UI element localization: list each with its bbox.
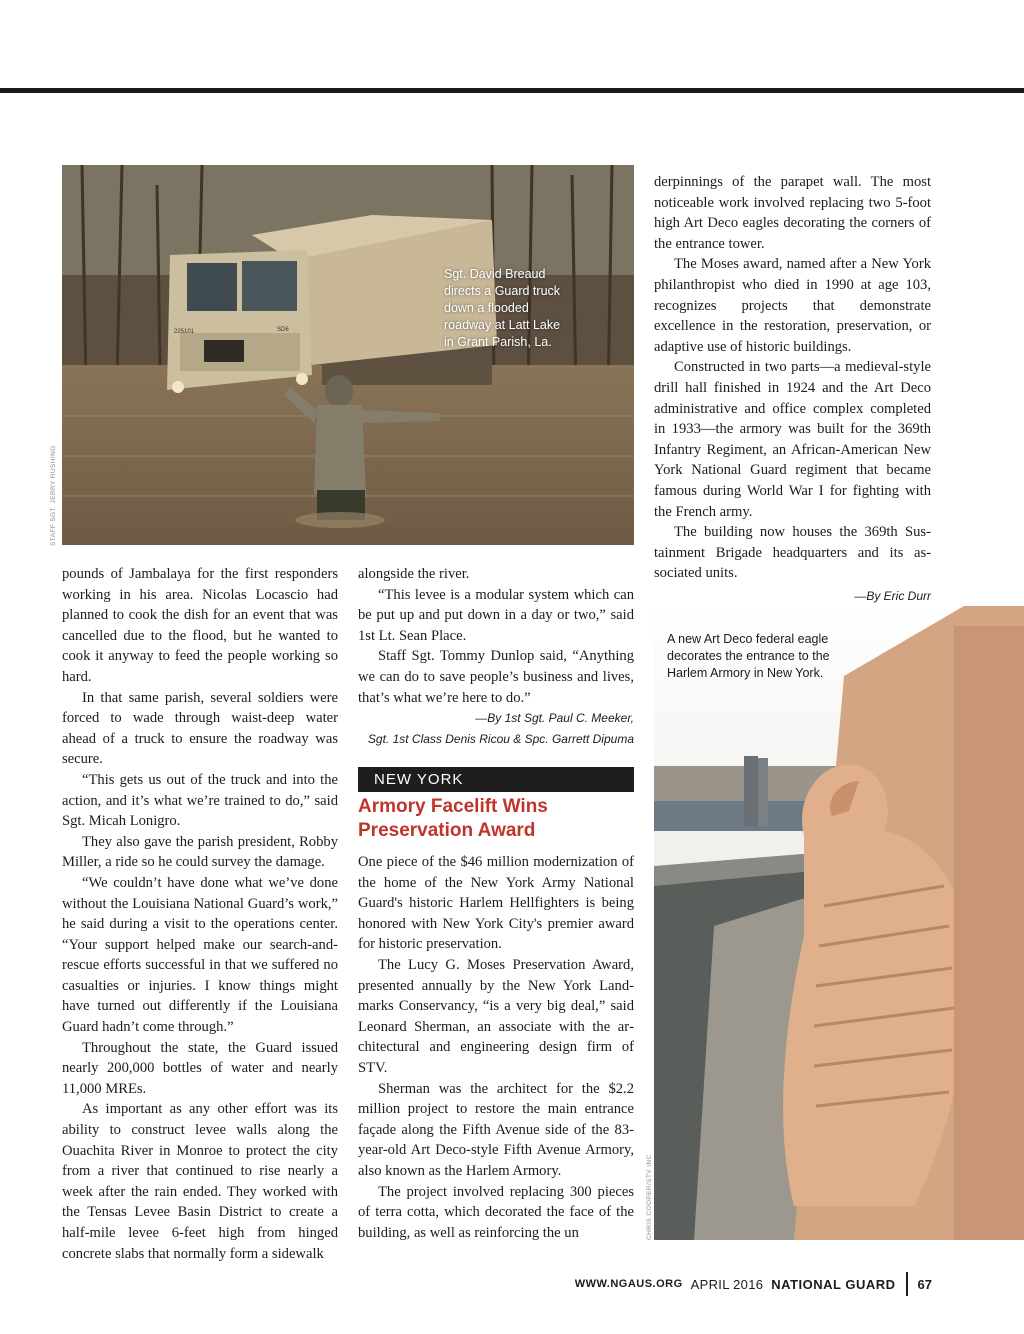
footer-divider: [906, 1272, 908, 1296]
eagle-photo: [654, 606, 1024, 1240]
paragraph: In that same parish, several soldiers were forced to wade through waist-deep water ahead of a truck to ensure the roadway was secure.: [62, 689, 338, 768]
paragraph: The Lucy G. Moses Preservation Award, presented annually by the New York Landmarks Conservancy, “is a very big deal,” said Leonard Sherman, an associate with the architectural and engineering design firm of STV.: [358, 956, 634, 1076]
paragraph: derpinnings of the parapet wall. The most noticeable work involved replacing two 5-foot high Art Deco eagles decorating the corners of the entrance tower.: [654, 174, 931, 252]
paragraph: “We couldn’t have done what we’ve done without the Louisiana National Guard’s work,” he said during a visit to the operations center. “Your support helped make our search-and-rescue efforts successful in that we suffered no casualties or injuries. I know things might have turned out differently if the Louisiana Guard hadn’t come through.”: [62, 874, 338, 1036]
flood-truck-photo: [62, 165, 634, 545]
footer-magazine: NATIONAL GUARD: [771, 1276, 896, 1292]
paragraph: One piece of the $46 million modernization of the home of the New York Army National Guard's historic Harlem Hellfighters is being honored with New York City's premier award for historic preservation.: [358, 854, 634, 953]
paragraph: pounds of Jambalaya for the first responders working in his area. Nicolas Locascio had planned to cook the dish for an event that was cancelled due to the flood, but he wanted to cook it anyway to feed the people working so hard.: [62, 566, 338, 685]
page-number: 67: [917, 1276, 932, 1292]
truck-bumper-id: 225101: [174, 329, 195, 335]
page-footer: [575, 1274, 932, 1294]
footer-issue: APRIL 2016: [690, 1276, 764, 1292]
column-2-top: [358, 564, 634, 749]
section-label: NEW YORK: [374, 771, 464, 788]
eagle-photo-credit: CHRIS COOPER/STV INC: [646, 1154, 653, 1240]
paragraph: Sherman was the architect for the $2.2 million project to restore the main entrance façade along the Fifth Avenue side of the 83-year-old Art Deco-style Fifth Avenue Armory, also known as the Harlem Armory.: [358, 1080, 634, 1179]
byline-2: Sgt. 1st Class Denis Ricou & Spc. Garrett Dipuma: [367, 731, 634, 746]
paragraph: The project involved replacing 300 pieces of terra cotta, which decorated the face of the building, as well as reinforcing the un: [358, 1183, 634, 1241]
paragraph: They also gave the parish president, Robby Miller, a ride so he could survey the damage.: [62, 833, 338, 871]
section-bar: [358, 767, 634, 792]
byline-1: —By 1st Sgt. Paul C. Meeker,: [475, 711, 634, 726]
paragraph: The Moses award, named after a New York philanthropist who died in 1990 at age 103, recognizes projects that demonstrate excellence in the restoration, preservation, or adaptive use of historic buildings.: [654, 256, 931, 355]
column-2-bottom: [358, 852, 634, 1243]
flood-photo-credit: STAFF SGT. JERRY RUSHING: [50, 445, 57, 546]
truck-door-id: SD6: [277, 327, 289, 333]
paragraph: “This gets us out of the truck and into the action, and it’s what we’re trained to do,” said Sgt. Micah Lonigro.: [62, 771, 338, 830]
eagle-photo-illustration: [654, 606, 1024, 1240]
paragraph: “This levee is a modular system which can be put up and put down in a day or two,” said 1st Lt. Sean Place.: [358, 586, 634, 644]
flood-photo-illustration: [62, 165, 634, 545]
column-3: [654, 172, 931, 584]
paragraph: As important as any other effort was its ability to construct levee walls along the Ouachita River in Monroe to protect the city from a river that continued to rise nearly a week after the rain ended. They worked with the Tensas Levee Basin District to create a half-mile levee 6-feet high from hinged concrete slabs that normally form a sidewalk: [62, 1101, 338, 1262]
footer-url: WWW.NGAUS.ORG: [574, 1278, 683, 1290]
flood-photo-caption: Sgt. David Breaud directs a Guard truck down a flooded roadway at Latt Lake in Grant Parish, La.: [444, 267, 561, 349]
top-rule: [0, 88, 1024, 93]
eagle-photo-caption: A new Art Deco federal eagle decorates the entrance to the Harlem Armory in New York.: [667, 632, 830, 680]
article-headline: Armory Facelift Wins Preservation Award: [358, 796, 548, 841]
paragraph: alongside the river.: [358, 566, 470, 582]
paragraph: Constructed in two parts—a medieval-style drill hall finished in 1924 and the Art Deco administrative and office complex completed in 1933—the armory was built for the 369th Infantry Regiment, an African-American New York National Guard regiment that became famous during World War I for fighting with the French army.: [654, 359, 931, 520]
paragraph: Staff Sgt. Tommy Dunlop said, “Anything we can do to save people’s business and lives, that’s what we’re here to do.”: [358, 648, 634, 706]
byline-eric-durr: —By Eric Durr: [854, 589, 931, 603]
paragraph: Throughout the state, the Guard issued nearly 200,000 bottles of water and nearly 11,000 MREs.: [62, 1039, 338, 1097]
column-1: [62, 564, 338, 1264]
paragraph: The building now houses the 369th Sustainment Brigade headquarters and its associated units.: [654, 524, 931, 582]
